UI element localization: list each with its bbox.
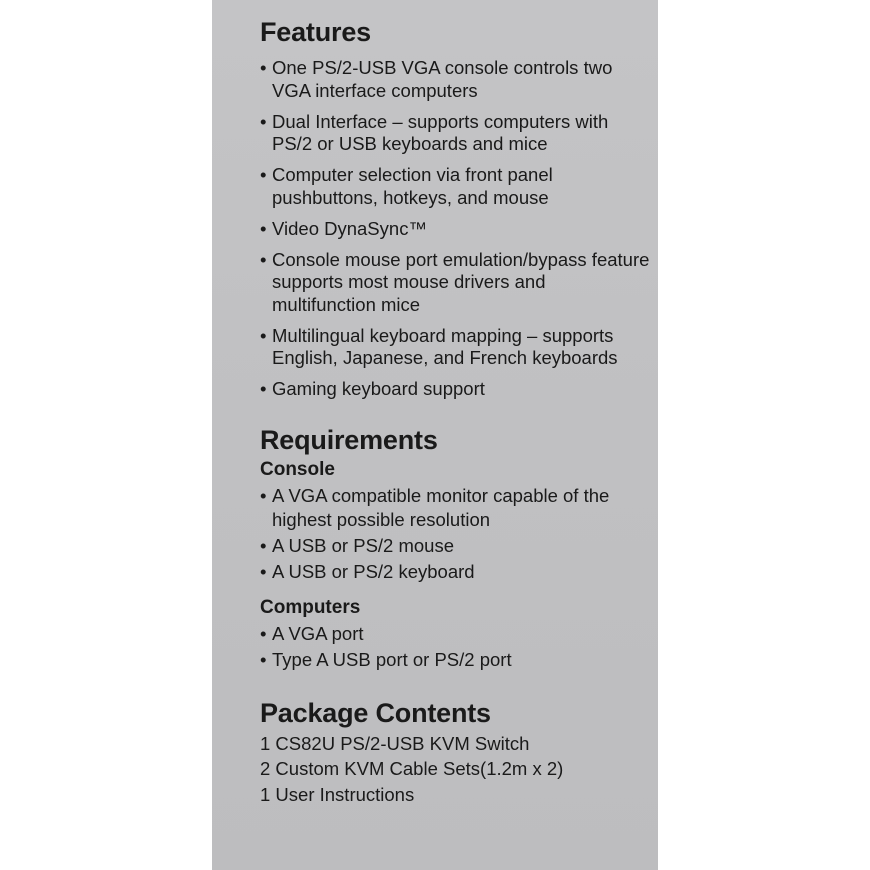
computer-requirement-item: • A VGA port — [260, 622, 650, 646]
requirements-section — [260, 424, 650, 672]
feature-item: • Multilingual keyboard mapping – supports English, Japanese, and French keyboards — [260, 325, 650, 370]
feature-item: • Computer selection via front panel pushbuttons, hotkeys, and mouse — [260, 164, 650, 209]
package-item: 1 CS82U PS/2-USB KVM Switch — [260, 732, 530, 754]
feature-item: • Video DynaSync™ — [260, 218, 650, 241]
features-list — [260, 57, 650, 401]
console-requirements-list — [260, 484, 650, 584]
feature-item: • Gaming keyboard support — [260, 378, 650, 401]
features-heading: Features — [260, 17, 371, 47]
package-contents-section — [260, 697, 650, 808]
product-box-panel — [212, 0, 658, 870]
computers-subheading: Computers — [260, 596, 361, 618]
requirements-heading: Requirements — [260, 424, 438, 455]
feature-item: • One PS/2-USB VGA console controls two VGA interface computers — [260, 57, 650, 102]
package-item: 1 User Instructions — [260, 783, 415, 805]
console-requirement-item: • A VGA compatible monitor capable of the highest possible resolution — [260, 484, 650, 532]
feature-item: • Dual Interface – supports computers with PS/2 or USB keyboards and mice — [260, 111, 650, 156]
console-requirement-item: • A USB or PS/2 keyboard — [260, 560, 650, 584]
computers-requirements-list — [260, 622, 650, 672]
package-contents-heading: Package Contents — [260, 697, 491, 728]
feature-item: • Console mouse port emulation/bypass feature supports most mouse drivers and multifunction mice — [260, 249, 650, 317]
console-requirement-item: • A USB or PS/2 mouse — [260, 534, 650, 558]
console-subheading: Console — [260, 458, 335, 480]
computer-requirement-item: • Type A USB port or PS/2 port — [260, 648, 650, 672]
panel-content — [260, 16, 650, 807]
features-section — [260, 16, 650, 401]
package-contents-list — [260, 731, 650, 808]
package-item: 2 Custom KVM Cable Sets(1.2m x 2) — [260, 758, 564, 779]
